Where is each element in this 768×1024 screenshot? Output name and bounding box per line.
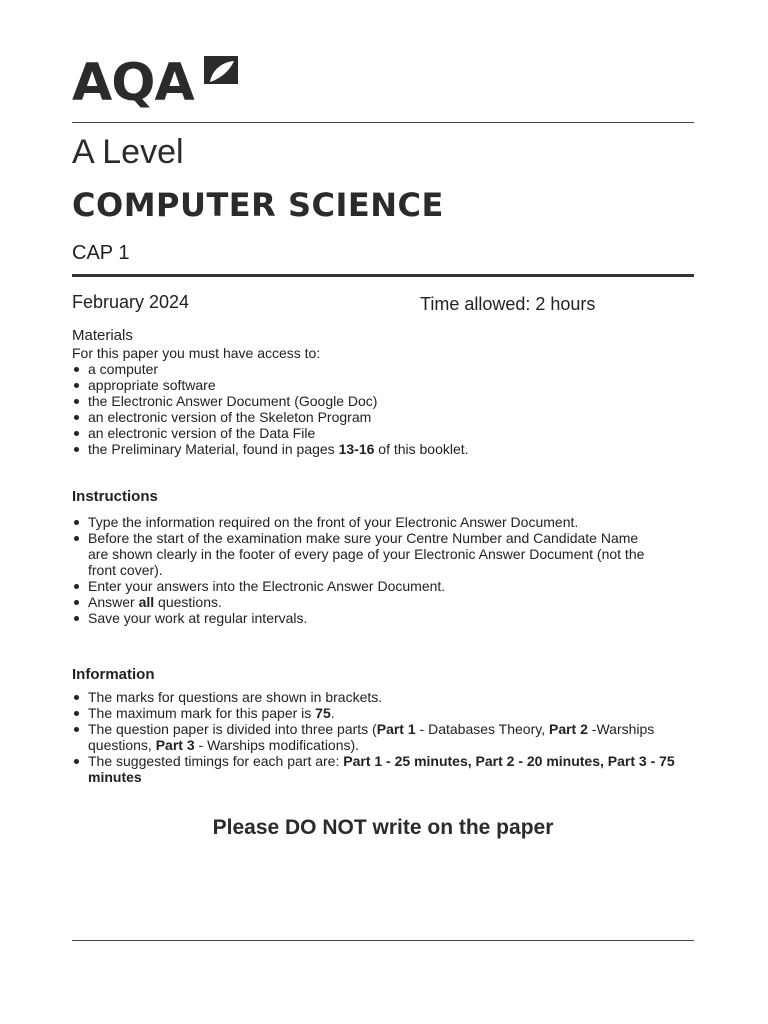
footer-divider	[72, 940, 694, 941]
part-label: Part 3	[155, 737, 195, 753]
list-item: an electronic version of the Data File	[72, 425, 692, 441]
header-divider	[72, 122, 694, 123]
information-heading: Information	[72, 666, 155, 683]
exam-date: February 2024	[72, 292, 190, 312]
instructions-list	[72, 514, 692, 626]
information-section	[72, 666, 692, 785]
materials-intro: For this paper you must have access to:	[72, 345, 321, 361]
materials-list	[72, 361, 692, 457]
logo-leaf-icon	[200, 54, 240, 92]
item-text: questions.	[154, 594, 222, 610]
list-item	[72, 753, 692, 785]
list-item: Enter your answers into the Electronic Answer Document.	[72, 578, 692, 594]
part-label: Part 2	[548, 721, 588, 737]
materials-section	[72, 327, 692, 457]
information-list	[72, 689, 692, 785]
list-item: Save your work at regular intervals.	[72, 610, 692, 626]
instructions-heading: Instructions	[72, 488, 158, 505]
time-allowed: Time allowed: 2 hours	[420, 294, 596, 314]
list-item: the Electronic Answer Document (Google Doc)	[72, 393, 692, 409]
qualification-level: A Level	[72, 133, 184, 171]
list-item: appropriate software	[72, 377, 692, 393]
list-item: Before the start of the examination make sure your Centre Number and Candidate Name are shown clearly in the footer of every page of your Electronic Answer Document (not the front cover).	[72, 530, 692, 578]
list-item	[72, 721, 692, 753]
item-text: .	[330, 705, 335, 721]
paper-code: CAP 1	[72, 242, 130, 264]
item-text: Answer	[88, 594, 139, 610]
timings: Part 1 - 25 minutes, Part 2 - 20 minutes, Part 3 - 75 minutes	[88, 753, 675, 785]
aqa-logo	[72, 54, 242, 112]
list-item: Type the information required on the front of your Electronic Answer Document.	[72, 514, 692, 530]
item-text: The suggested timings for each part are:	[88, 753, 344, 769]
item-text: the Preliminary Material, found in pages	[88, 441, 339, 457]
instructions-section	[72, 488, 692, 626]
list-item: a computer	[72, 361, 692, 377]
list-item	[72, 705, 692, 721]
max-mark: 75	[315, 705, 331, 721]
emphasis: all	[138, 594, 155, 610]
list-item: an electronic version of the Skeleton Program	[72, 409, 692, 425]
subject-title: COMPUTER SCIENCE	[72, 186, 444, 224]
item-text: - Databases Theory,	[415, 721, 549, 737]
logo-text: AQA	[72, 53, 194, 113]
list-item: The marks for questions are shown in brackets.	[72, 689, 692, 705]
item-text: The question paper is divided into three parts (	[88, 721, 377, 737]
title-divider	[72, 274, 694, 277]
item-text: -Warships questions,	[88, 721, 655, 753]
page-range: 13-16	[338, 441, 375, 457]
item-text: of this booklet.	[374, 441, 469, 457]
item-text: - Warships modifications).	[194, 737, 360, 753]
do-not-write-notice: Please DO NOT write on the paper	[212, 816, 554, 839]
item-text: The maximum mark for this paper is	[88, 705, 316, 721]
part-label: Part 1	[376, 721, 416, 737]
materials-heading: Materials	[72, 327, 133, 344]
list-item	[72, 594, 692, 610]
list-item	[72, 441, 692, 457]
